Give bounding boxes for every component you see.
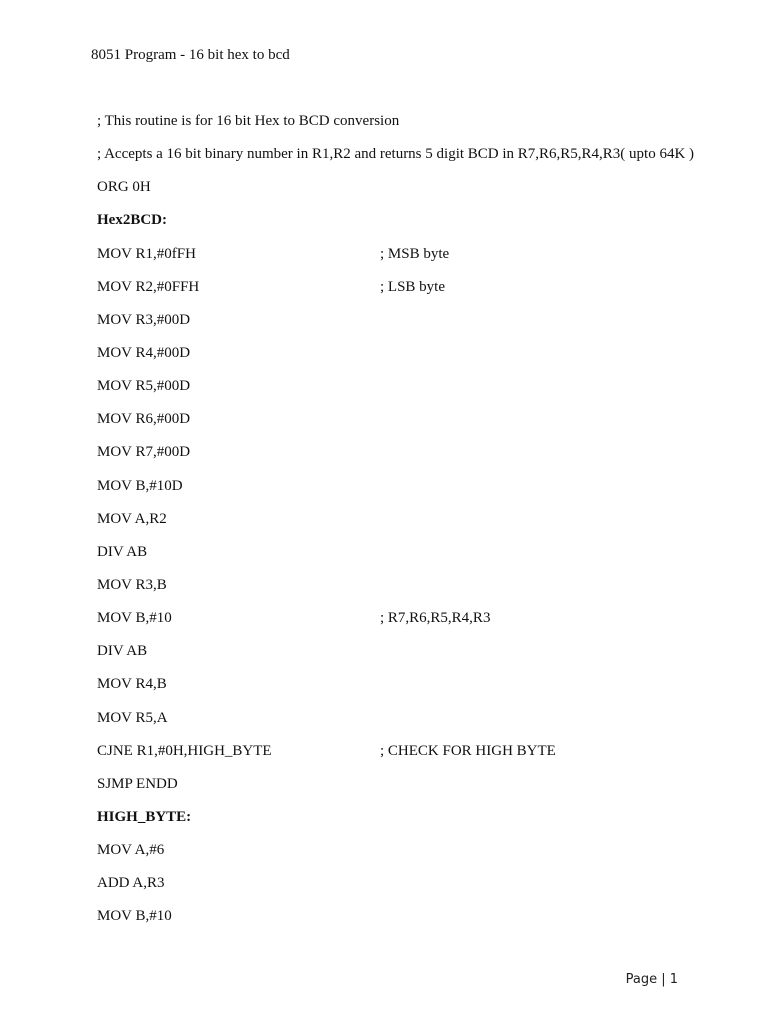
code-line [97, 508, 737, 541]
code-instruction: MOV R5,A [97, 709, 168, 726]
code-line [97, 143, 737, 176]
code-line [97, 110, 737, 143]
code-label: HIGH_BYTE: [97, 808, 192, 825]
code-line [97, 342, 737, 375]
code-line [97, 905, 737, 938]
code-label: Hex2BCD: [97, 212, 167, 229]
code-line [97, 707, 737, 740]
code-comment: ; LSB byte [380, 278, 446, 295]
code-instruction: DIV AB [97, 643, 148, 660]
code-instruction: ; Accepts a 16 bit binary number in R1,R2 and returns 5 digit BCD in R7,R6,R5,R4,R3( upto 64K ) [97, 146, 695, 163]
code-instruction: MOV B,#10 [97, 908, 172, 925]
code-instruction: ADD A,R3 [97, 875, 165, 892]
code-line [97, 441, 737, 474]
code-instruction: MOV R3,B [97, 576, 167, 593]
code-comment: ; CHECK FOR HIGH BYTE [380, 742, 556, 759]
code-comment: ; R7,R6,R5,R4,R3 [380, 610, 491, 627]
code-instruction: MOV R4,#00D [97, 344, 191, 361]
code-instruction: MOV R1,#0fFH [97, 245, 196, 262]
code-comment: ; MSB byte [380, 245, 450, 262]
code-line [97, 541, 737, 574]
document-title: 8051 Program - 16 bit hex to bcd [91, 47, 290, 63]
code-line [97, 839, 737, 872]
code-line [97, 574, 737, 607]
code-line [97, 872, 737, 905]
code-line [97, 607, 737, 640]
code-line [97, 408, 737, 441]
code-instruction: MOV R2,#0FFH [97, 278, 200, 295]
code-instruction: MOV B,#10D [97, 477, 183, 494]
code-instruction: MOV A,#6 [97, 842, 165, 859]
code-line [97, 640, 737, 673]
code-line [97, 673, 737, 706]
code-instruction: MOV R5,#00D [97, 378, 191, 395]
code-line [97, 243, 737, 276]
code-instruction: CJNE R1,#0H,HIGH_BYTE [97, 742, 272, 759]
code-line [97, 375, 737, 408]
code-instruction: MOV A,R2 [97, 510, 167, 527]
code-instruction: ; This routine is for 16 bit Hex to BCD conversion [97, 113, 400, 129]
code-instruction: MOV R4,B [97, 676, 167, 693]
page-number: Page | 1 [625, 972, 678, 987]
code-line [97, 176, 737, 209]
code-instruction: DIV AB [97, 543, 148, 560]
code-listing [97, 110, 737, 939]
code-line [97, 740, 737, 773]
code-instruction: MOV R7,#00D [97, 444, 191, 461]
code-label-line [97, 806, 737, 839]
code-instruction: MOV R3,#00D [97, 311, 191, 328]
code-instruction: MOV R6,#00D [97, 411, 191, 428]
code-line [97, 773, 737, 806]
code-instruction: SJMP ENDD [97, 775, 178, 792]
code-instruction: ORG 0H [97, 179, 151, 196]
code-line [97, 276, 737, 309]
code-instruction: MOV B,#10 [97, 610, 172, 627]
code-line [97, 309, 737, 342]
code-line [97, 475, 737, 508]
code-label-line [97, 209, 737, 242]
